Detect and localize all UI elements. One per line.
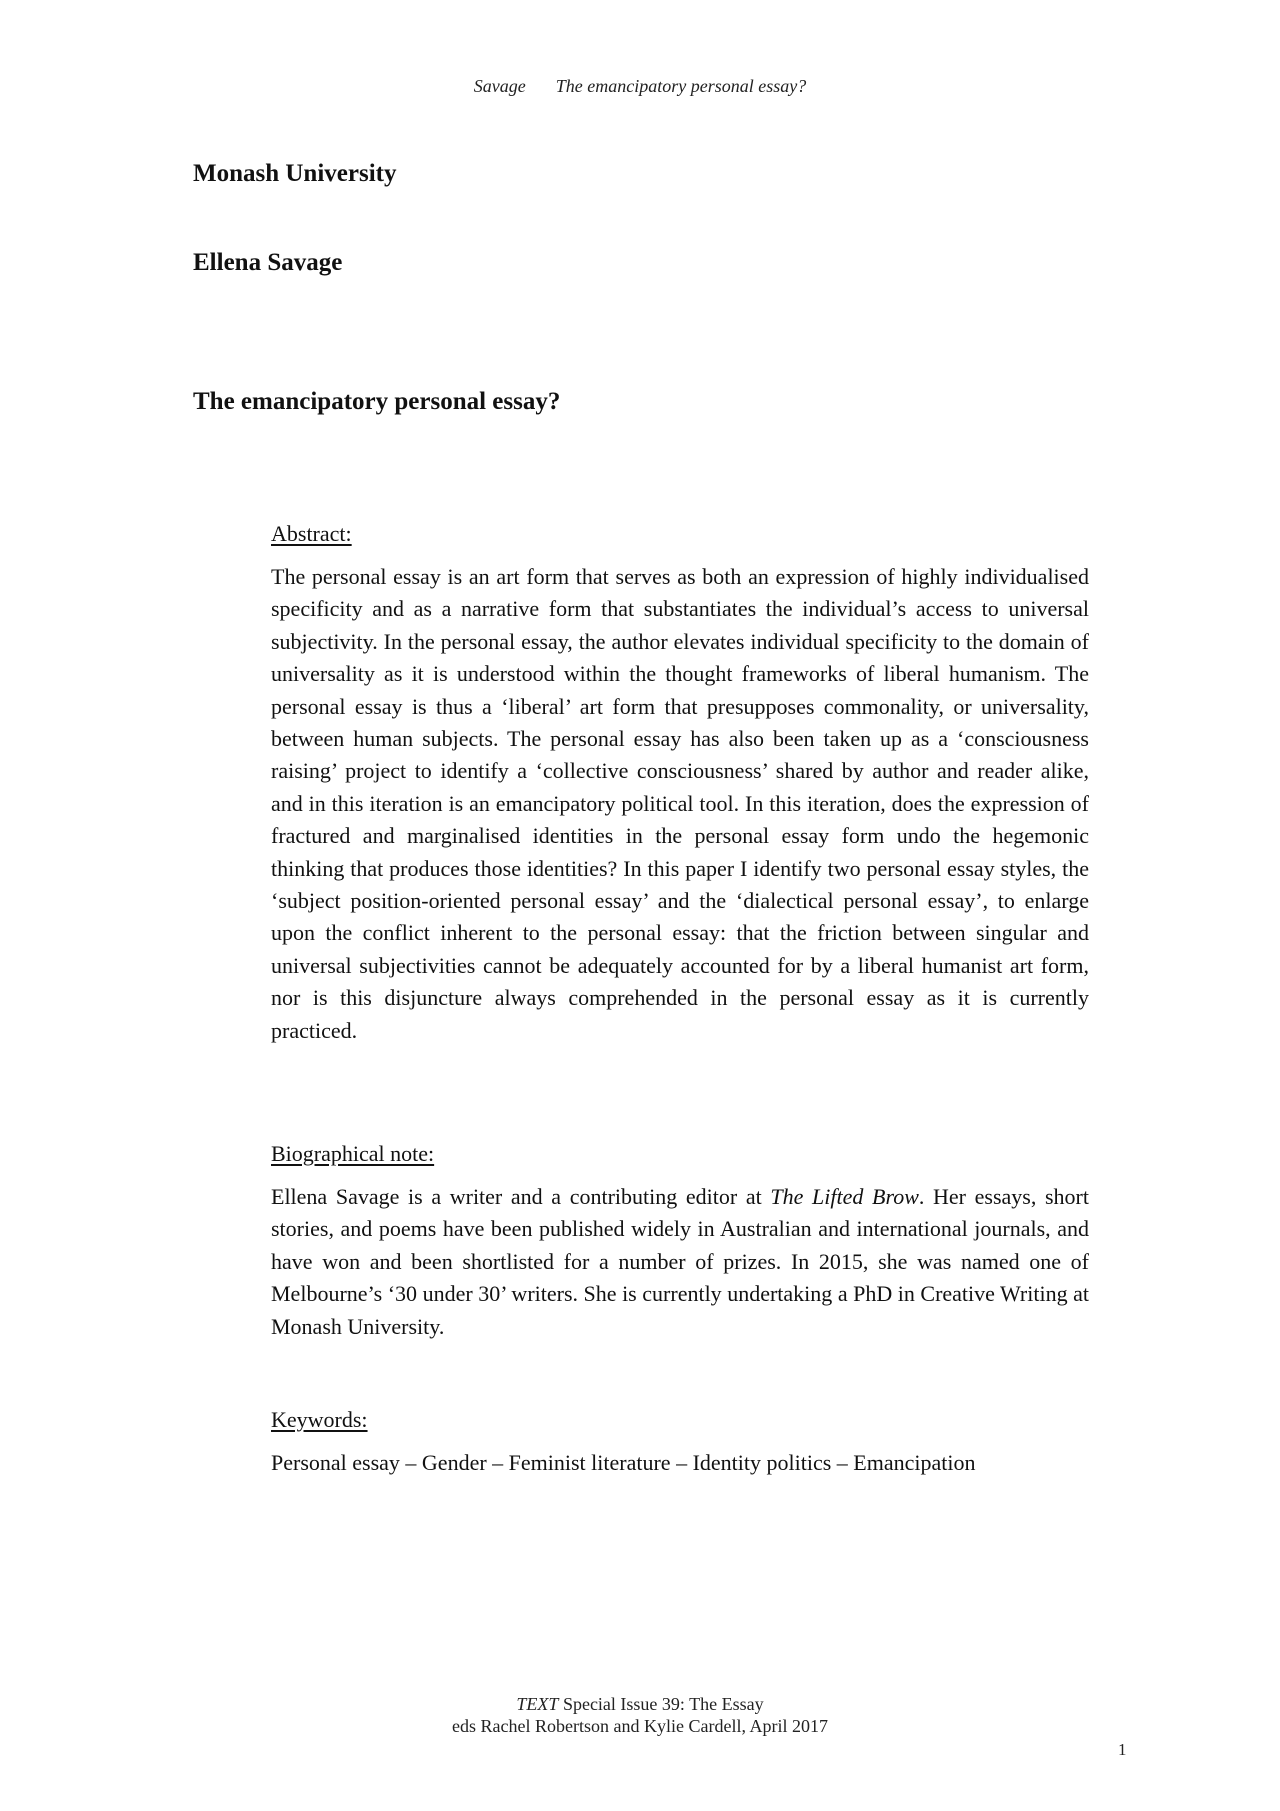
bio-text-before: Ellena Savage is a writer and a contributing editor at xyxy=(271,1184,771,1209)
abstract-text: The personal essay is an art form that serves as both an expression of highly individualised specificity and as a narrative form that substantiates the individual’s access to universal subjectivity. In the personal essay, the author elevates individual specificity to the domain of universality as it is understood within the thought frameworks of liberal humanism. The personal essay is thus a ‘liberal’ art form that presupposes commonality, or universality, between human subjects. The personal essay has also been taken up as a ‘consciousness raising’ project to identify a ‘collective consciousness’ shared by author and reader alike, and in this iteration is an emancipatory political tool. In this iteration, does the expression of fractured and marginalised identities in the personal essay form undo the hegemonic thinking that produces those identities? In this paper I identify two personal essay styles, the ‘subject position-oriented personal essay’ and the ‘dialectical personal essay’, to enlarge upon the conflict inherent to the personal essay: that the friction between singular and universal subjectivities cannot be adequately accounted for by a liberal humanist art form, nor is this disjuncture always comprehended in the personal essay as it is currently practiced. xyxy=(271,564,1089,1043)
paper-title: The emancipatory personal essay? xyxy=(193,388,561,415)
running-header-author: Savage xyxy=(473,76,526,96)
keywords-text: Personal essay – Gender – Feminist literature – Identity politics – Emancipation xyxy=(271,1450,976,1475)
running-header-title: The emancipatory personal essay? xyxy=(555,76,807,96)
abstract-label: Abstract: xyxy=(271,521,352,546)
institution: Monash University xyxy=(193,160,397,187)
keywords-section xyxy=(271,1407,1089,1479)
bio-label: Biographical note: xyxy=(271,1141,435,1166)
footer-editors: eds Rachel Robertson and Kylie Cardell, April 2017 xyxy=(452,1716,828,1736)
footer-journal: TEXT xyxy=(516,1694,559,1714)
bio-text-after: . Her essays, short stories, and poems have been published widely in Australian and international journals, and have won and been shortlisted for a number of prizes. In 2015, she was named one of Melbourne’s ‘30 under 30’ writers. She is currently undertaking a PhD in Creative Writing at Monash University. xyxy=(271,1184,1089,1339)
page-number: 1 xyxy=(1118,1740,1127,1759)
page-footer xyxy=(0,1693,1280,1737)
footer-issue-line xyxy=(0,1693,1280,1715)
author-name: Ellena Savage xyxy=(193,249,343,276)
bio-text xyxy=(271,1181,1089,1343)
running-header xyxy=(0,76,1280,97)
bio-section xyxy=(271,1141,1089,1343)
bio-publication: The Lifted Brow xyxy=(770,1184,919,1209)
keywords-label: Keywords: xyxy=(271,1407,368,1432)
abstract-section xyxy=(271,521,1089,1047)
footer-issue: Special Issue 39: The Essay xyxy=(558,1694,764,1714)
